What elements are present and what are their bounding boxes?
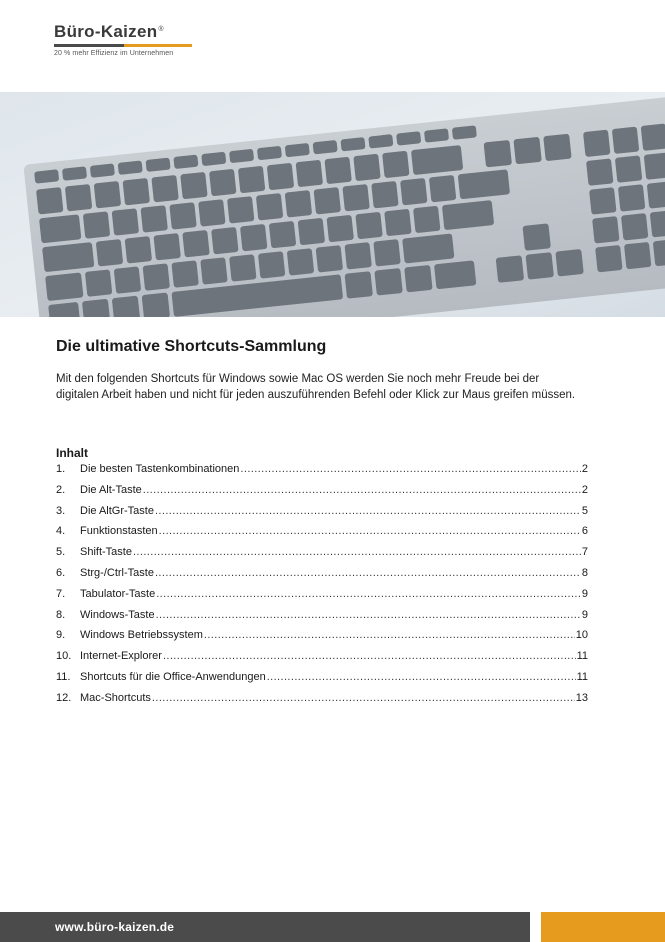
- keyboard-key: [624, 242, 651, 269]
- keyboard-key: [146, 158, 171, 172]
- keyboard-key: [211, 227, 238, 254]
- toc-item-number: 4.: [56, 525, 66, 538]
- keyboard-key: [413, 206, 440, 233]
- keyboard-key: [180, 172, 207, 199]
- toc-item-page: 9: [581, 608, 588, 621]
- toc-item-title: Die AltGr-Taste: [80, 504, 154, 517]
- keyboard-illustration: [0, 92, 665, 317]
- keyboard-key: [227, 196, 254, 223]
- logo-underline: [54, 44, 192, 47]
- toc-item-page: 7: [581, 546, 588, 559]
- keyboard-key: [296, 160, 323, 187]
- toc-item-number: 11.: [56, 670, 71, 683]
- toc-item-title: Funktionstasten: [80, 525, 158, 538]
- footer-url[interactable]: www.büro-kaizen.de: [55, 920, 175, 934]
- keyboard-key: [153, 233, 180, 260]
- toc-item-title: Internet-Explorer: [80, 650, 162, 663]
- keyboard-key: [342, 184, 369, 211]
- keyboard-key: [344, 242, 371, 269]
- keyboard-key: [458, 169, 510, 199]
- keyboard-key: [555, 249, 583, 277]
- toc-dot-leader: [159, 525, 581, 537]
- toc-item[interactable]: [56, 671, 588, 692]
- toc-item-number: 6.: [56, 566, 66, 579]
- keyboard-key: [118, 160, 143, 174]
- keyboard-key: [45, 272, 83, 301]
- toc-item[interactable]: [56, 484, 588, 505]
- toc-item[interactable]: [56, 629, 588, 650]
- toc-item[interactable]: [56, 609, 588, 630]
- toc-item-number: 5.: [56, 546, 66, 559]
- keyboard-key: [355, 212, 382, 239]
- keyboard-key: [39, 214, 81, 243]
- keyboard-key: [142, 292, 170, 317]
- toc-dot-leader: [267, 671, 576, 683]
- footer-accent: [541, 912, 665, 942]
- keyboard-key: [442, 200, 494, 230]
- keyboard-key: [96, 239, 123, 266]
- keyboard-key: [402, 233, 454, 263]
- toc-item-page: 11: [576, 670, 588, 683]
- toc-item-page: 11: [576, 650, 588, 663]
- keyboard-key: [256, 193, 283, 220]
- keyboard-key: [384, 209, 411, 236]
- keyboard-key: [169, 202, 196, 229]
- keyboard-key: [151, 175, 178, 202]
- keyboard-key: [140, 205, 167, 232]
- keyboard-key: [267, 163, 294, 190]
- keyboard-key: [316, 245, 343, 272]
- keyboard-key: [612, 127, 639, 154]
- keyboard-key: [641, 123, 665, 150]
- toc-dot-leader: [156, 609, 581, 621]
- toc-item-page: 8: [581, 566, 588, 579]
- keyboard-key: [94, 181, 121, 208]
- keyboard-key: [644, 152, 665, 179]
- toc-item[interactable]: [56, 546, 588, 567]
- keyboard-key: [229, 149, 254, 163]
- keyboard-key: [496, 255, 524, 283]
- toc-item-title: Mac-Shortcuts: [80, 691, 151, 704]
- keyboard-key: [411, 145, 463, 175]
- keyboard-key: [112, 296, 140, 317]
- keyboard-key: [298, 218, 325, 245]
- toc-list: [56, 463, 588, 713]
- keyboard-key: [287, 248, 314, 275]
- keyboard-key: [404, 265, 432, 293]
- keyboard-key: [374, 268, 402, 296]
- intro-paragraph: Mit den folgenden Shortcuts für Windows sowie Mac OS werden Sie noch mehr Freude bei der digitalen Arbeit haben und nicht für jeden auszuführenden Befehl oder Klick zur Maus greifen müssen.: [56, 373, 576, 401]
- toc-item-title: Die Alt-Taste: [80, 483, 142, 496]
- toc-dot-leader: [155, 505, 581, 517]
- toc-dot-leader: [143, 484, 581, 496]
- toc-item-number: 8.: [56, 608, 66, 621]
- keyboard-key: [90, 163, 115, 177]
- toc-dot-leader: [240, 463, 580, 475]
- keyboard-key: [238, 166, 265, 193]
- keyboard-key: [173, 155, 198, 169]
- keyboard-key: [209, 169, 236, 196]
- keyboard-key: [484, 140, 512, 168]
- logo-tagline: 20 % mehr Effizienz im Unternehmen: [54, 50, 174, 57]
- toc-item[interactable]: [56, 650, 588, 671]
- registered-mark: ®: [158, 26, 164, 33]
- keyboard-key: [586, 158, 613, 185]
- keyboard-key: [112, 208, 139, 235]
- keyboard-key: [589, 187, 616, 214]
- keyboard-key: [429, 175, 456, 202]
- page-title: Die ultimative Shortcuts-Sammlung: [56, 338, 327, 355]
- keyboard-key: [114, 266, 141, 293]
- toc-item-title: Shortcuts für die Office-Anwendungen: [80, 670, 266, 683]
- keyboard-key: [143, 263, 170, 290]
- keyboard-key: [83, 211, 110, 238]
- toc-item-title: Tabulator-Taste: [80, 587, 156, 600]
- toc-item-page: 5: [581, 504, 588, 517]
- keyboard-key: [368, 134, 393, 148]
- keyboard-key: [618, 184, 645, 211]
- keyboard-key: [269, 221, 296, 248]
- keyboard-key: [452, 125, 477, 139]
- toc-item-number: 7.: [56, 587, 66, 600]
- toc-dot-leader: [163, 650, 576, 662]
- toc-item[interactable]: [56, 692, 588, 713]
- toc-item-page: 6: [581, 525, 588, 538]
- toc-item-number: 3.: [56, 504, 66, 517]
- keyboard-key: [324, 157, 351, 184]
- keyboard-key: [313, 140, 338, 154]
- toc-item-number: 10.: [56, 650, 72, 663]
- toc-item-page: 13: [575, 691, 588, 704]
- keyboard-hero-image: [0, 92, 665, 317]
- toc-item[interactable]: [56, 588, 588, 609]
- keyboard-key: [34, 169, 59, 183]
- toc-item-page: 2: [581, 483, 588, 496]
- toc-heading: Inhalt: [56, 446, 88, 460]
- keyboard-key: [257, 146, 282, 160]
- toc-item-page: 10: [575, 629, 588, 642]
- keyboard-key: [182, 230, 209, 257]
- keyboard-key: [373, 239, 400, 266]
- toc-item-title: Strg-/Ctrl-Taste: [80, 566, 154, 579]
- keyboard-key: [434, 260, 476, 289]
- keyboard-key: [525, 252, 553, 280]
- keyboard-key: [396, 131, 421, 145]
- keyboard-key: [285, 143, 310, 157]
- toc-dot-leader: [152, 692, 575, 704]
- keyboard-key: [314, 187, 341, 214]
- keyboard-key: [258, 251, 285, 278]
- keyboard-key: [353, 154, 380, 181]
- keyboard-key: [621, 213, 648, 240]
- keyboard-key: [340, 137, 365, 151]
- toc-dot-leader: [204, 629, 575, 641]
- keyboard-key: [326, 215, 353, 242]
- keyboard-key: [400, 178, 427, 205]
- keyboard-key: [200, 257, 227, 284]
- toc-item-title: Windows Betriebssystem: [80, 629, 203, 642]
- toc-dot-leader: [133, 546, 581, 558]
- keyboard-key: [42, 242, 94, 272]
- keyboard-key: [240, 224, 267, 251]
- keyboard-key: [543, 134, 571, 162]
- keyboard-key: [62, 166, 87, 180]
- keyboard-key: [424, 128, 449, 142]
- keyboard-key: [125, 236, 152, 263]
- keyboard-key: [583, 130, 610, 157]
- keyboard-key: [513, 137, 541, 165]
- keyboard-key: [382, 151, 409, 178]
- keyboard-key: [65, 184, 92, 211]
- toc-item-title: Shift-Taste: [80, 546, 132, 559]
- page-footer: [0, 912, 665, 942]
- toc-item[interactable]: [56, 505, 588, 526]
- keyboard-key: [615, 155, 642, 182]
- keyboard-key: [123, 178, 150, 205]
- toc-item-number: 9.: [56, 629, 66, 642]
- keyboard-key: [201, 152, 226, 166]
- keyboard-key: [82, 299, 110, 317]
- toc-item[interactable]: [56, 567, 588, 588]
- toc-dot-leader: [155, 567, 581, 579]
- keyboard-key: [36, 187, 63, 214]
- keyboard-key: [285, 190, 312, 217]
- keyboard-key: [592, 216, 619, 243]
- toc-item-title: Die besten Tastenkombinationen: [80, 463, 240, 475]
- keyboard-key: [650, 210, 665, 237]
- toc-item-page: 2: [581, 463, 588, 475]
- keyboard-key: [647, 181, 665, 208]
- toc-item-page: 9: [581, 587, 588, 600]
- logo-name: Büro-Kaizen: [54, 22, 158, 41]
- toc-item[interactable]: [56, 525, 588, 546]
- keyboard-key: [198, 199, 225, 226]
- company-logo: [54, 22, 214, 57]
- keyboard-key: [344, 271, 372, 299]
- keyboard-key: [229, 254, 256, 281]
- toc-item-number: 1.: [56, 463, 66, 475]
- keyboard-key: [522, 223, 550, 251]
- toc-item-number: 12.: [56, 691, 72, 704]
- toc-item[interactable]: [56, 463, 588, 484]
- table-of-contents: [56, 446, 588, 713]
- keyboard-key: [595, 245, 622, 272]
- keyboard-key: [371, 181, 398, 208]
- toc-dot-leader: [156, 588, 581, 600]
- toc-item-number: 2.: [56, 483, 66, 496]
- keyboard-key: [85, 269, 112, 296]
- toc-item-title: Windows-Taste: [80, 608, 155, 621]
- keyboard-key: [171, 260, 198, 287]
